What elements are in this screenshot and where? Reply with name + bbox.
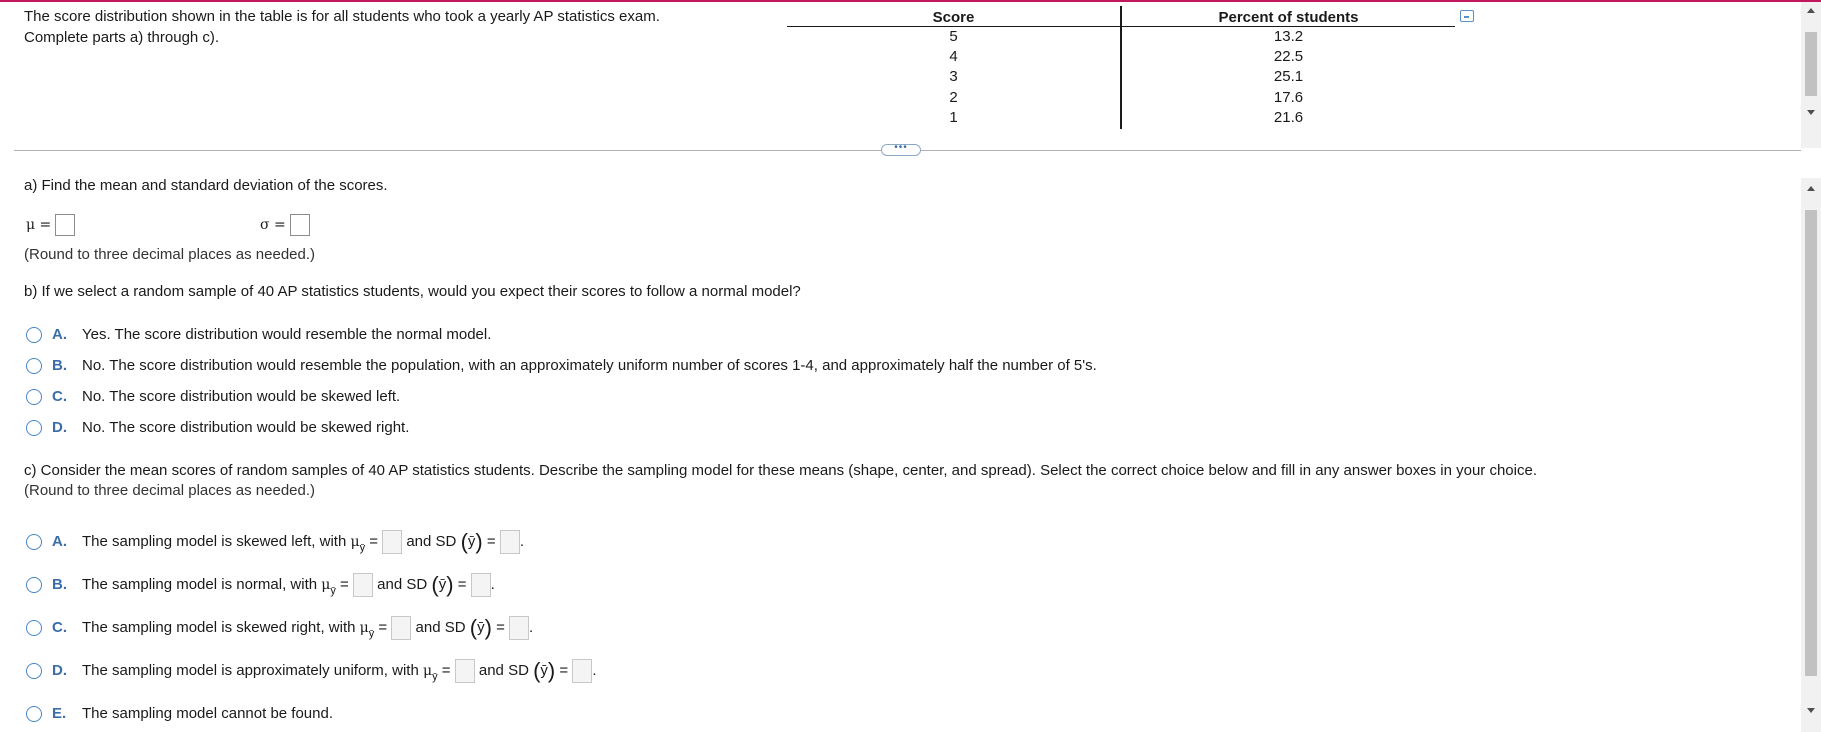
table-row — [787, 47, 1455, 68]
mu-label: μ = — [26, 216, 52, 233]
question-header-pane — [0, 2, 1821, 150]
mean-answer-box[interactable] — [455, 659, 475, 683]
part-c-option-a[interactable]: A. The sampling model is skewed left, with $\mu_ȳ$ = and SD (ȳ) = . — [26, 530, 524, 555]
header-percent: Percent of students — [1121, 6, 1455, 26]
mean-answer-box[interactable] — [55, 214, 75, 236]
part-c-question: c) Consider the mean scores of random samples of 40 AP statistics students. Describe the sampling model for these means (shape, center, and spread). Select the correct choice below and fill in any answer boxes in your choice. — [24, 462, 1537, 479]
scroll-down-arrow-icon[interactable] — [1807, 708, 1815, 713]
percent-cell: 17.6 — [1273, 88, 1304, 106]
part-b-option-b[interactable]: B. No. The score distribution would resemble the population, with an approximately uniform number of scores 1-4, and approximately half the number of 5's. — [26, 357, 1097, 374]
part-b-option-c[interactable]: C. No. The score distribution would be skewed left. — [26, 388, 400, 405]
scrollbar-thumb[interactable] — [1805, 210, 1817, 676]
part-a-hint: (Round to three decimal places as needed.) — [24, 246, 316, 263]
header-score: Score — [787, 6, 1121, 26]
scroll-up-arrow-icon[interactable] — [1807, 186, 1815, 191]
mu-symbol: μ — [321, 577, 331, 593]
table-row — [787, 26, 1455, 47]
part-b-option-d[interactable]: D. No. The score distribution would be skewed right. — [26, 419, 409, 436]
part-b-option-a[interactable]: A. Yes. The score distribution would resemble the normal model. — [26, 326, 491, 343]
mean-answer-box[interactable] — [382, 530, 402, 554]
percent-cell: 21.6 — [1273, 109, 1304, 127]
scroll-down-arrow-icon[interactable] — [1807, 110, 1815, 115]
score-cell: 3 — [787, 67, 1121, 88]
radio-icon[interactable] — [26, 663, 42, 679]
mean-answer-box[interactable] — [353, 573, 373, 597]
table-row — [787, 67, 1455, 88]
radio-icon[interactable] — [26, 420, 42, 436]
table-row — [787, 108, 1455, 129]
radio-icon[interactable] — [26, 534, 42, 550]
sd-answer-box[interactable] — [290, 214, 310, 236]
radio-icon[interactable] — [26, 620, 42, 636]
score-cell: 5 — [787, 26, 1121, 47]
mu-symbol: μ — [359, 620, 369, 636]
percent-cell: 22.5 — [1273, 47, 1304, 65]
part-c-hint: (Round to three decimal places as needed.) — [24, 482, 316, 499]
part-c-option-d[interactable]: D. The sampling model is approximately uniform, with $\mu_ȳ$ = and SD (ȳ) = . — [26, 659, 597, 684]
part-c-option-b[interactable]: B. The sampling model is normal, with $\mu_ȳ$ = and SD (ȳ) = . — [26, 573, 495, 598]
sd-answer-group — [260, 214, 310, 236]
pane-resize-handle[interactable]: ••• — [881, 144, 921, 156]
percent-cell: 25.1 — [1273, 68, 1304, 86]
body-pane-scrollbar[interactable] — [1801, 178, 1821, 732]
top-pane-scrollbar[interactable] — [1801, 2, 1821, 148]
mu-symbol: μ — [350, 534, 360, 550]
score-cell: 1 — [787, 108, 1121, 129]
mean-answer-box[interactable] — [391, 616, 411, 640]
radio-icon[interactable] — [26, 706, 42, 722]
part-c-option-e[interactable]: E. The sampling model cannot be found. — [26, 702, 333, 726]
radio-icon[interactable] — [26, 389, 42, 405]
part-b-question: b) If we select a random sample of 40 AP statistics students, would you expect their scores to follow a normal model? — [24, 283, 801, 300]
radio-icon[interactable] — [26, 577, 42, 593]
score-cell: 4 — [787, 47, 1121, 68]
scroll-up-arrow-icon[interactable] — [1807, 8, 1815, 13]
score-cell: 2 — [787, 88, 1121, 109]
scrollbar-thumb[interactable] — [1805, 32, 1817, 96]
table-row — [787, 88, 1455, 109]
table-header-row — [787, 6, 1455, 26]
mu-symbol: μ — [422, 663, 433, 679]
mean-answer-group — [26, 214, 75, 236]
score-distribution-table — [787, 6, 1455, 129]
intro-line-1: The score distribution shown in the table is for all students who took a yearly AP statistics exam. — [24, 8, 660, 25]
question-body-pane — [0, 152, 1801, 732]
sd-answer-box[interactable] — [509, 616, 529, 640]
sigma-label: σ = — [260, 216, 286, 233]
intro-text — [24, 6, 660, 48]
part-a-question: a) Find the mean and standard deviation of the scores. — [24, 177, 388, 194]
sd-answer-box[interactable] — [572, 659, 592, 683]
radio-icon[interactable] — [26, 327, 42, 343]
expand-table-icon[interactable] — [1460, 10, 1474, 22]
intro-line-2: Complete parts a) through c). — [24, 29, 220, 46]
sd-answer-box[interactable] — [471, 573, 491, 597]
radio-icon[interactable] — [26, 358, 42, 374]
part-c-option-c[interactable]: C. The sampling model is skewed right, with $\mu_ȳ$ = and SD (ȳ) = . — [26, 616, 533, 641]
percent-cell: 13.2 — [1273, 27, 1304, 45]
sd-answer-box[interactable] — [500, 530, 520, 554]
